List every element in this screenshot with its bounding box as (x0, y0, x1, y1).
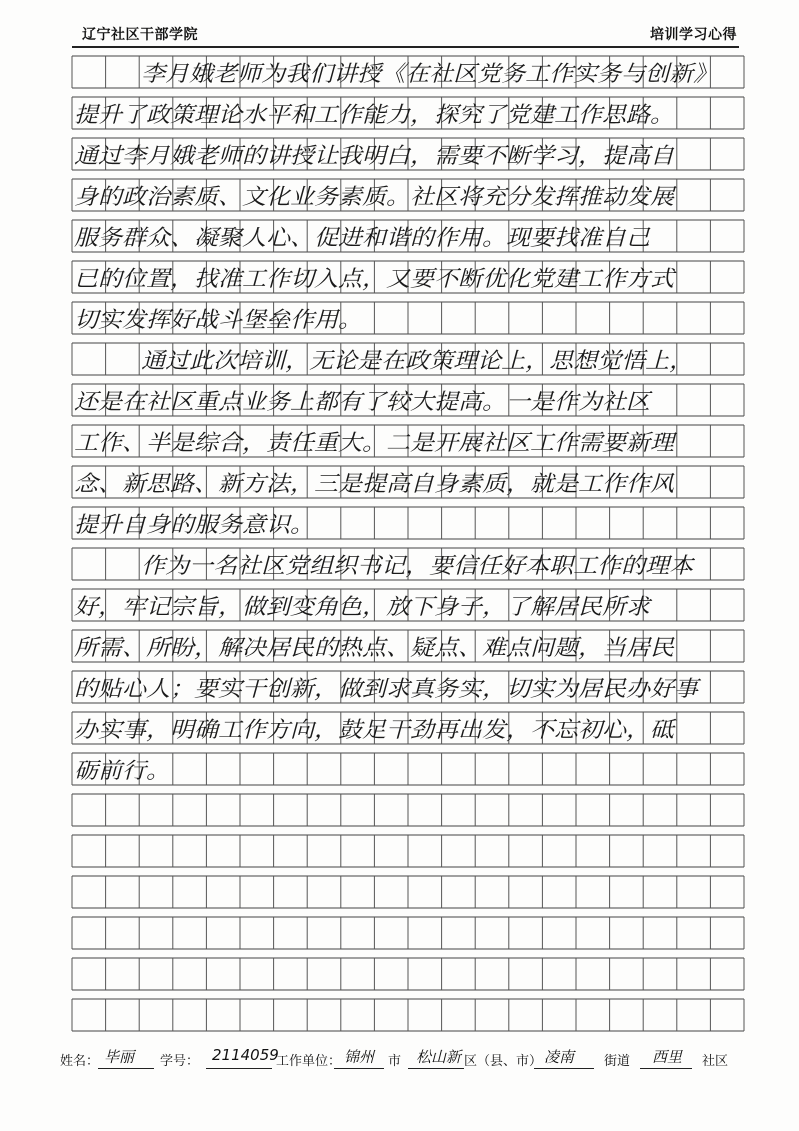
essay-line: 提升自身的服务意识。 (74, 513, 314, 538)
id-value: 2114059 (212, 1046, 279, 1064)
name-label: 姓名： (60, 1054, 100, 1069)
city-unit: 市 (388, 1054, 402, 1069)
essay-line: 还是在社区重点业务上都有了较大提高。一是作为社区 (74, 390, 654, 415)
city-value: 锦州 (344, 1048, 375, 1066)
document-type: 培训学习心得 (650, 27, 737, 43)
essay-line: 好，牢记宗旨，做到变角色，放下身子，了解居民所求 (74, 595, 654, 620)
id-underline (206, 1068, 272, 1069)
street-value: 凌南 (544, 1048, 575, 1066)
essay-line: 已的位置，找准工作切入点，又要不断优化党建工作方式 (74, 267, 678, 292)
essay-line: 通过李月娥老师的讲授让我明白，需要不断学习，提高自 (74, 144, 676, 169)
city-underline (334, 1068, 384, 1069)
essay-line: 李月娥老师为我们讲授《在社区党务工作实务与创新》 (141, 62, 718, 87)
essay-line: 身的政治素质、文化业务素质。社区将充分发挥推动发展 (74, 185, 678, 210)
id-label: 学号： (160, 1054, 200, 1069)
essay-line: 通过此次培训，无论是在政策理论上，思想觉悟上， (141, 349, 694, 374)
essay-line: 砺前行。 (74, 759, 170, 784)
essay-line: 作为一名社区党组织书记，要信任好本职工作的理本 (141, 554, 696, 579)
community-value: 西里 (652, 1048, 683, 1066)
student-info-footer (60, 1046, 750, 1074)
school-name: 辽宁社区干部学院 (82, 27, 198, 43)
essay-line: 服务群众、凝聚人心、促进和谐的作用。现要找准自己 (74, 226, 652, 251)
essay-line: 工作、半是综合，责任重大。二是开展社区工作需要新理 (74, 431, 678, 456)
name-value: 毕丽 (104, 1048, 135, 1066)
district-value: 松山新 (416, 1048, 462, 1066)
essay-line: 的贴心人；要实干创新，做到求真务实，切实为居民办好事 (74, 677, 702, 702)
name-underline (98, 1068, 154, 1069)
district-unit: 区（县、市） (464, 1054, 543, 1069)
street-unit: 街道 (604, 1054, 631, 1069)
district-underline (408, 1068, 464, 1069)
essay-line: 提升了政策理论水平和工作能力，探究了党建工作思路。 (74, 103, 674, 128)
community-unit: 社区 (702, 1054, 729, 1069)
work-unit-label: 工作单位： (276, 1054, 342, 1069)
community-underline (640, 1068, 692, 1069)
essay-line: 念、新思路、新方法，三是提高自身素质，就是工作作风 (74, 472, 676, 497)
essay-line: 所需、所盼，解决居民的热点、疑点、难点问题，当居民 (74, 636, 676, 661)
essay-line: 办实事，明确工作方向，鼓足干劲再出发，不忘初心，砥 (74, 718, 678, 743)
essay-line: 切实发挥好战斗堡垒作用。 (74, 308, 362, 333)
street-underline (534, 1068, 594, 1069)
